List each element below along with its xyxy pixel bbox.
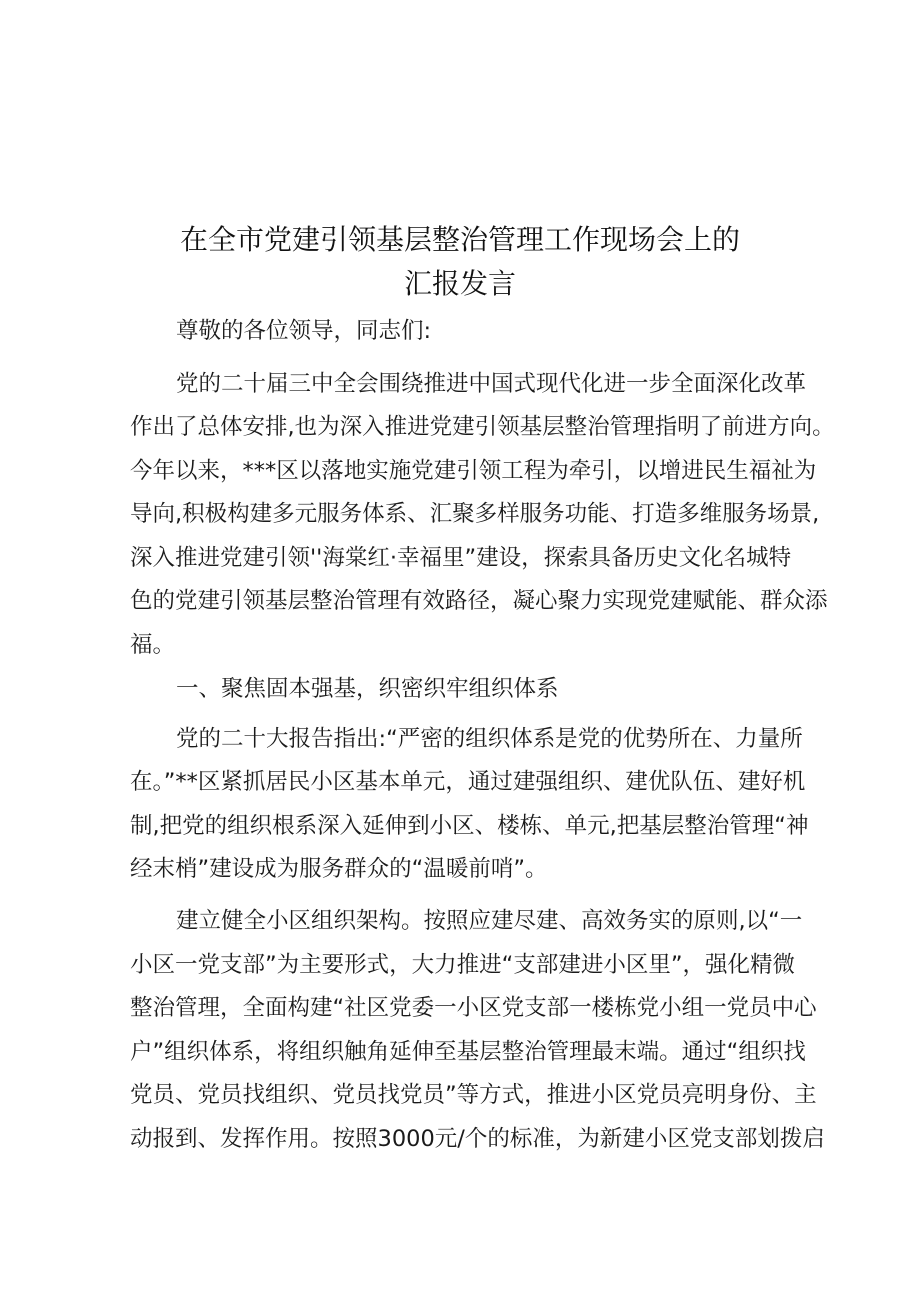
paragraph-2-line-4: 经末梢”建设成为服务群众的“温暖前哨”。 [130, 856, 548, 882]
paragraph-3-line-3: 整治管理，全面构建“社区党委一小区党支部一楼栋党小组一党员中心 [130, 995, 817, 1021]
paragraph-3-line-2: 小区一党支部”为主要形式，大力推进“支部建进小区里”，强化精微 [130, 952, 795, 978]
paragraph-1-line-4: 导向,积极构建多元服务体系、汇聚多样服务功能、打造多维服务场景, [130, 501, 820, 527]
paragraph-1-line-5: 深入推进党建引领''海棠红·幸福里”建设，探索具备历史文化名城特 [130, 545, 792, 571]
paragraph-2-line-3: 制,把党的组织根系深入延伸到小区、楼栋、单元,把基层整治管理“神 [130, 813, 809, 839]
paragraph-3-line-6: 动报到、发挥作用。按照3000元/个的标准，为新建小区党支部划拨启 [130, 1126, 825, 1152]
paragraph-1-line-6: 色的党建引领基层整治管理有效路径，凝心聚力实现党建赋能、群众添 [130, 588, 828, 614]
paragraph-1-line-7: 福。 [130, 632, 176, 658]
paragraph-1-line-1: 党的二十届三中全会围绕推进中国式现代化进一步全面深化改革 [176, 371, 807, 397]
section-heading-1: 一、聚焦固本强基，织密织牢组织体系 [176, 676, 559, 702]
salutation: 尊敬的各位领导，同志们: [176, 318, 432, 344]
paragraph-3-line-4: 户”组织体系，将组织触角延伸至基层整治管理最末端。通过“组织找 [130, 1039, 806, 1065]
paragraph-1-line-2: 作出了总体安排,也为深入推进党建引领基层整治管理指明了前进方向。 [130, 414, 835, 440]
document-title-line-2: 汇报发言 [403, 267, 516, 300]
paragraph-2-line-1: 党的二十大报告指出:“严密的组织体系是党的优势所在、力量所 [176, 726, 803, 752]
paragraph-3-line-5: 党员、党员找组织、党员找党员”等方式，推进小区党员亮明身份、主 [130, 1082, 817, 1108]
paragraph-2-line-2: 在。”**区紧抓居民小区基本单元，通过建强组织、建优队伍、建好机 [130, 769, 806, 795]
document-title-line-1: 在全市党建引领基层整治管理工作现场会上的 [179, 223, 740, 256]
paragraph-3-line-1: 建立健全小区组织架构。按照应建尽建、高效务实的原则,以“一 [176, 908, 803, 934]
paragraph-1-line-3: 今年以来，***区以落地实施党建引领工程为牵引，以增进民生福祉为 [130, 458, 817, 484]
